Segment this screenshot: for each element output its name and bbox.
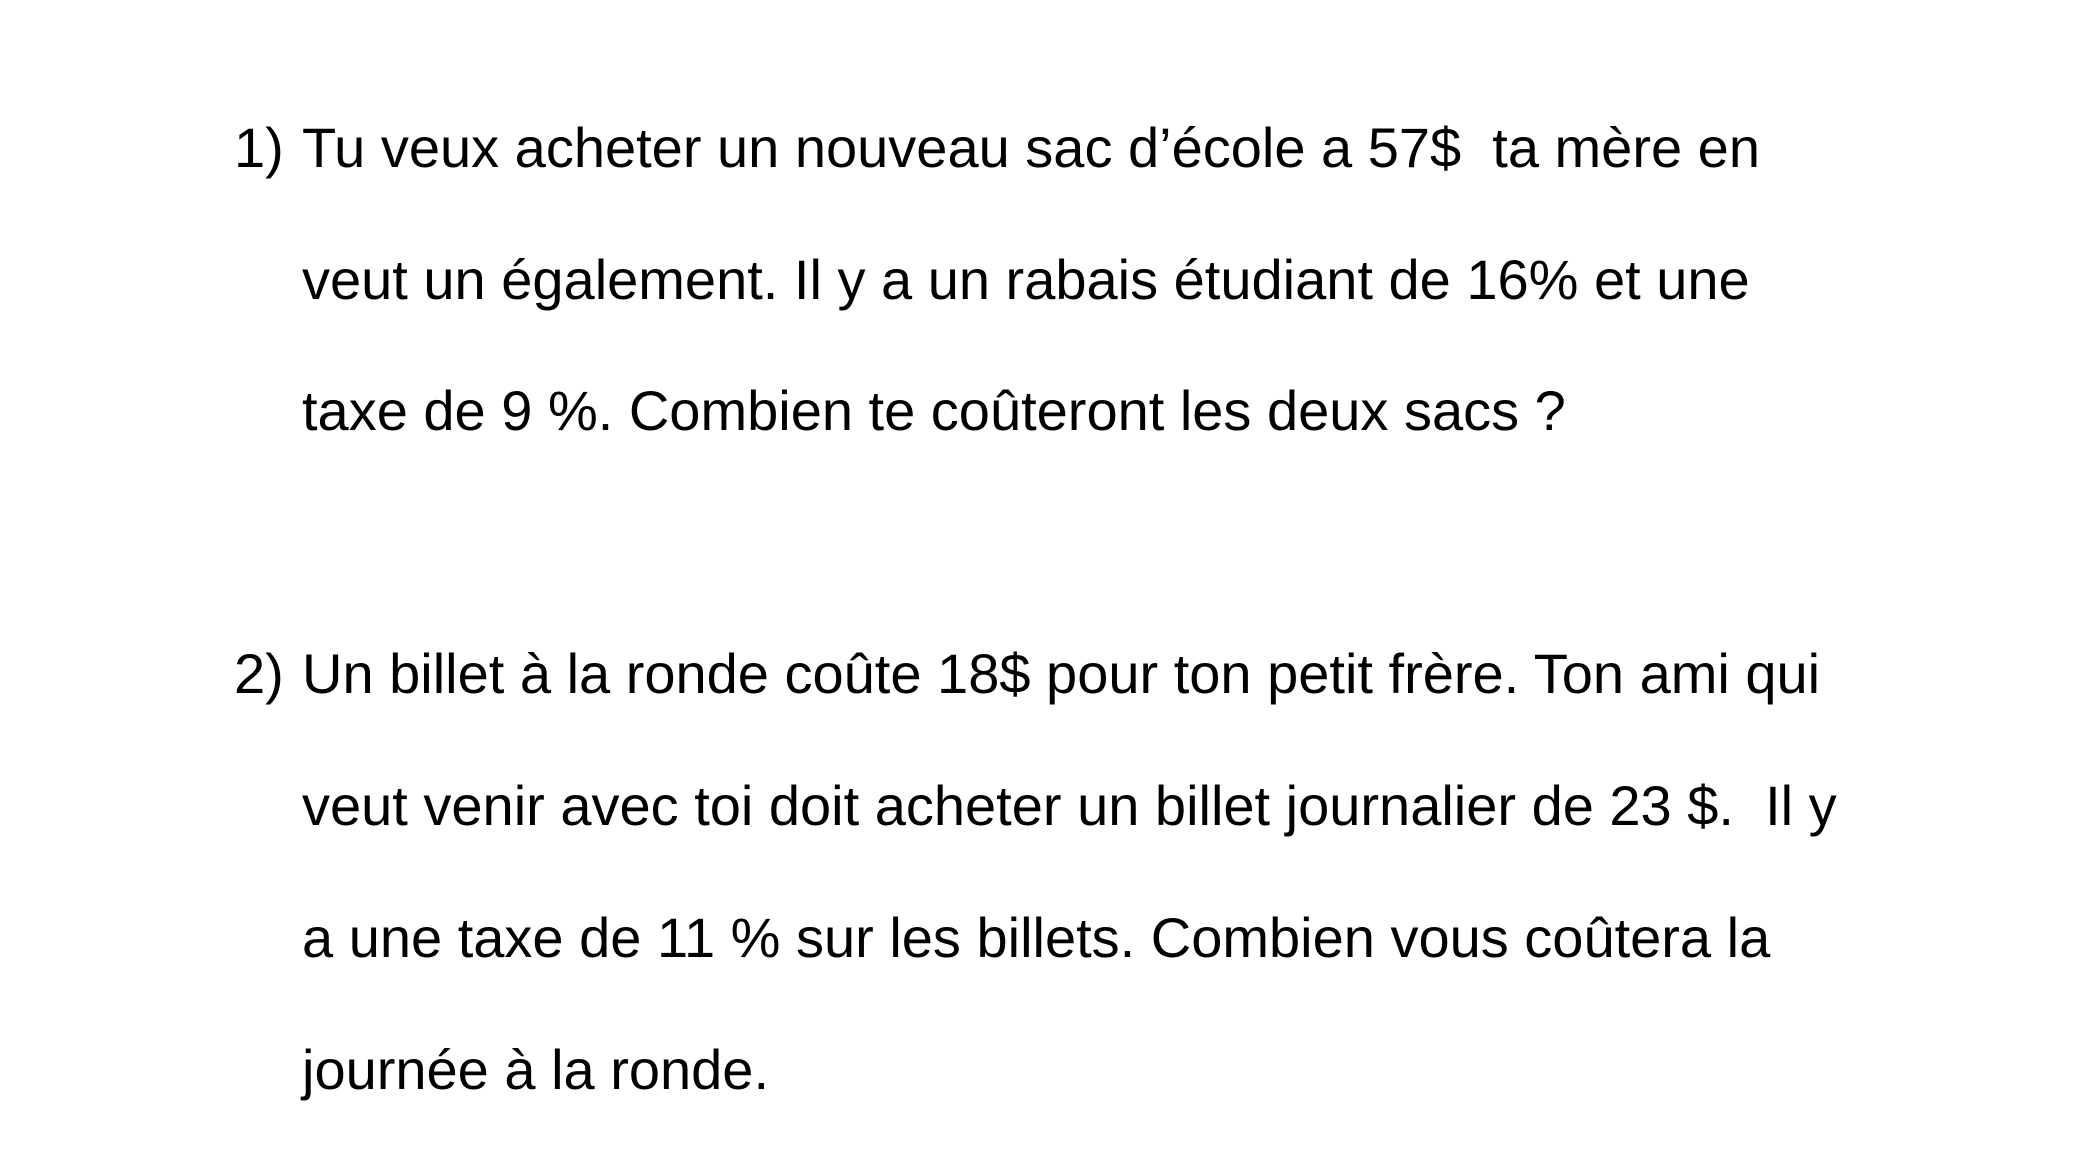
problem-2-line-3: a une taxe de 11 % sur les billets. Combien vous coûtera la [302, 906, 1771, 969]
problem-1-line-1: Tu veux acheter un nouveau sac d’école a 57$ ta mère en [302, 116, 1760, 179]
problem-1-line-3: taxe de 9 %. Combien te coûteront les deux sacs ? [302, 379, 1566, 442]
problem-2-line-4: journée à la ronde. [302, 1038, 770, 1101]
problem-2-number: 2) [234, 642, 284, 705]
problem-1-line-2: veut un également. Il y a un rabais étudiant de 16% et une [302, 248, 1750, 311]
problem-2-line-1: Un billet à la ronde coûte 18$ pour ton petit frère. Ton ami qui [302, 642, 1821, 705]
problem-2-line-2: veut venir avec toi doit acheter un billet journalier de 23 $. Il y [302, 774, 1837, 837]
problem-1-number: 1) [234, 116, 284, 179]
